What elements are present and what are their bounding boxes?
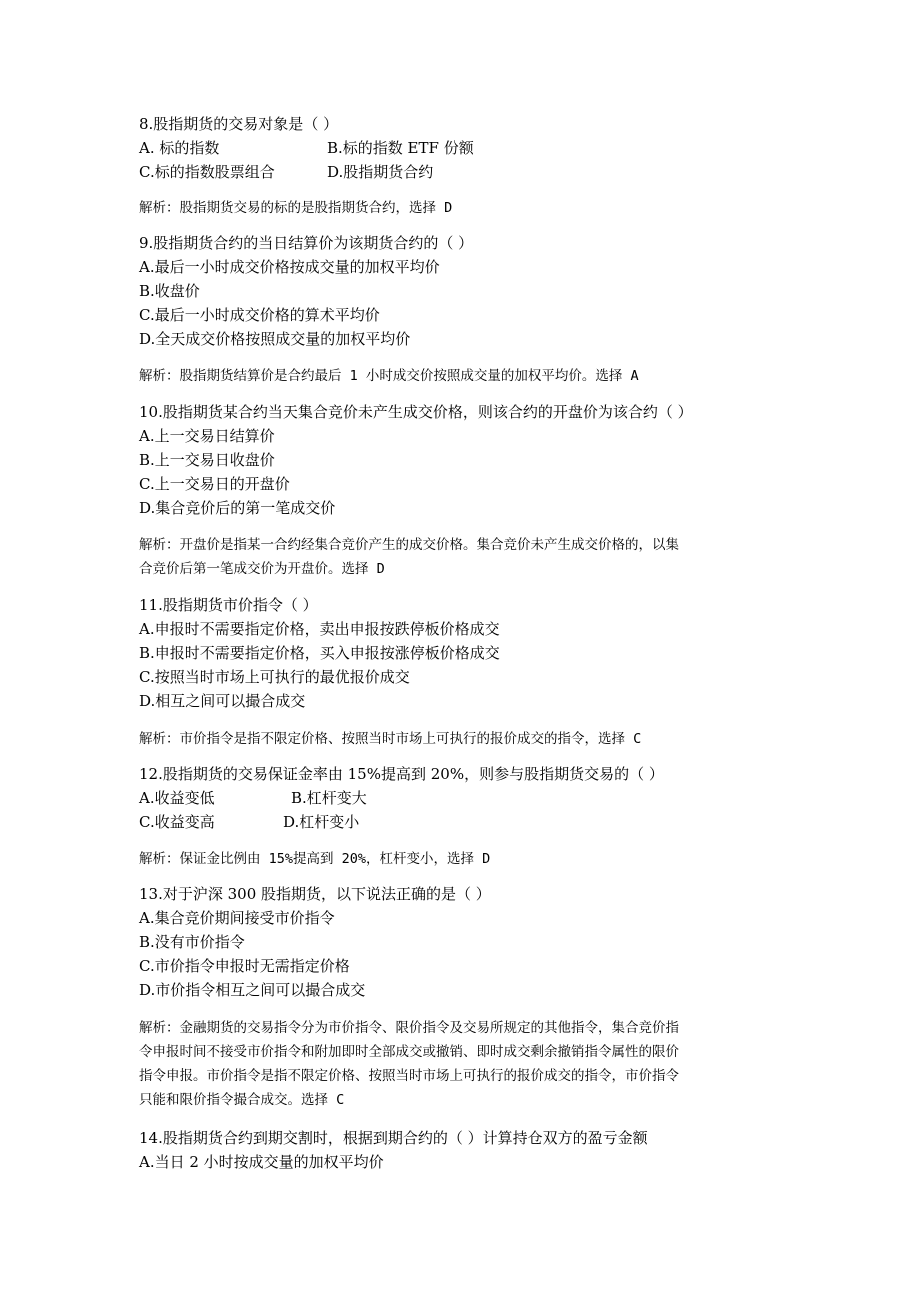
option-b: B.收盘价 xyxy=(139,282,200,300)
analysis-line: 解析：市价指令是指不限定价格、按照当时市场上可执行的报价成交的指令，选择 C xyxy=(139,731,642,747)
option-b: B.杠杆变大 xyxy=(291,789,367,807)
question-10 xyxy=(139,400,799,520)
question-stem: 11.股指期货市价指令（ ） xyxy=(139,596,318,614)
question-stem: 10.股指期货某合约当天集合竞价未产生成交价格，则该合约的开盘价为该合约（ ） xyxy=(139,403,693,421)
option-a: A.当日 2 小时按成交量的加权平均价 xyxy=(139,1153,384,1171)
question-stem: 14.股指期货合约到期交割时，根据到期合约的（ ）计算持仓双方的盈亏金额 xyxy=(139,1129,648,1147)
option-b: B.申报时不需要指定价格，买入申报按涨停板价格成交 xyxy=(139,644,500,662)
option-d: D.相互之间可以撮合成交 xyxy=(139,692,306,710)
analysis-8 xyxy=(139,196,791,220)
option-row xyxy=(139,810,799,834)
option-c: C.最后一小时成交价格的算术平均价 xyxy=(139,306,380,324)
question-13 xyxy=(139,882,799,1002)
question-stem: 12.股指期货的交易保证金率由 15%提高到 20%，则参与股指期货交易的（ ） xyxy=(139,765,664,783)
option-row xyxy=(139,786,799,810)
question-11 xyxy=(139,593,799,713)
option-c: C.标的指数股票组合 xyxy=(139,163,275,181)
analysis-11 xyxy=(139,727,791,751)
question-stem: 8.股指期货的交易对象是（ ） xyxy=(139,115,339,133)
analysis-line: 解析：金融期货的交易指令分为市价指令、限价指令及交易所规定的其他指令，集合竞价指 xyxy=(139,1020,679,1036)
option-d: D.市价指令相互之间可以撮合成交 xyxy=(139,981,366,999)
question-stem: 13.对于沪深 300 股指期货，以下说法正确的是（ ） xyxy=(139,885,491,903)
question-9 xyxy=(139,231,799,351)
analysis-line: 令申报时间不接受市价指令和附加即时全部成交或撤销、即时成交剩余撤销指令属性的限价 xyxy=(139,1044,679,1060)
option-row xyxy=(139,160,799,184)
option-c: C.按照当时市场上可执行的最优报价成交 xyxy=(139,668,410,686)
analysis-13 xyxy=(139,1016,791,1112)
question-12 xyxy=(139,762,799,834)
analysis-10 xyxy=(139,533,791,581)
analysis-12 xyxy=(139,847,791,871)
option-a: A.最后一小时成交价格按成交量的加权平均价 xyxy=(139,258,440,276)
analysis-line: 解析：股指期货结算价是合约最后 1 小时成交价按照成交量的加权平均价。选择 A xyxy=(139,368,639,384)
analysis-9 xyxy=(139,364,791,388)
option-row xyxy=(139,136,799,160)
option-d: D.股指期货合约 xyxy=(327,163,434,181)
option-d: D.全天成交价格按照成交量的加权平均价 xyxy=(139,330,411,348)
analysis-line: 解析：保证金比例由 15%提高到 20%，杠杆变小，选择 D xyxy=(139,851,491,867)
question-stem: 9.股指期货合约的当日结算价为该期货合约的（ ） xyxy=(139,234,474,252)
option-c: C.收益变高 xyxy=(139,813,215,831)
analysis-line: 合竞价后第一笔成交价为开盘价。选择 D xyxy=(139,561,385,577)
analysis-line: 指令申报。市价指令是指不限定价格、按照当时市场上可执行的报价成交的指令，市价指令 xyxy=(139,1068,679,1084)
option-b: B.没有市价指令 xyxy=(139,933,245,951)
option-a: A.上一交易日结算价 xyxy=(139,427,275,445)
analysis-line: 解析：股指期货交易的标的是股指期货合约，选择 D xyxy=(139,200,453,216)
option-d: D.集合竞价后的第一笔成交价 xyxy=(139,499,336,517)
option-a: A.申报时不需要指定价格，卖出申报按跌停板价格成交 xyxy=(139,620,500,638)
option-d: D.杠杆变小 xyxy=(283,813,360,831)
option-b: B.标的指数 ETF 份额 xyxy=(327,139,474,157)
analysis-line: 只能和限价指令撮合成交。选择 C xyxy=(139,1092,345,1108)
analysis-line: 解析：开盘价是指某一合约经集合竞价产生的成交价格。集合竞价未产生成交价格的，以集 xyxy=(139,537,679,553)
question-8 xyxy=(139,112,799,184)
option-b: B.上一交易日收盘价 xyxy=(139,451,275,469)
option-c: C.上一交易日的开盘价 xyxy=(139,475,290,493)
question-14 xyxy=(139,1126,799,1174)
option-a: A. 标的指数 xyxy=(139,139,220,157)
option-c: C.市价指令申报时无需指定价格 xyxy=(139,957,350,975)
option-a: A.收益变低 xyxy=(139,789,215,807)
option-a: A.集合竞价期间接受市价指令 xyxy=(139,909,335,927)
